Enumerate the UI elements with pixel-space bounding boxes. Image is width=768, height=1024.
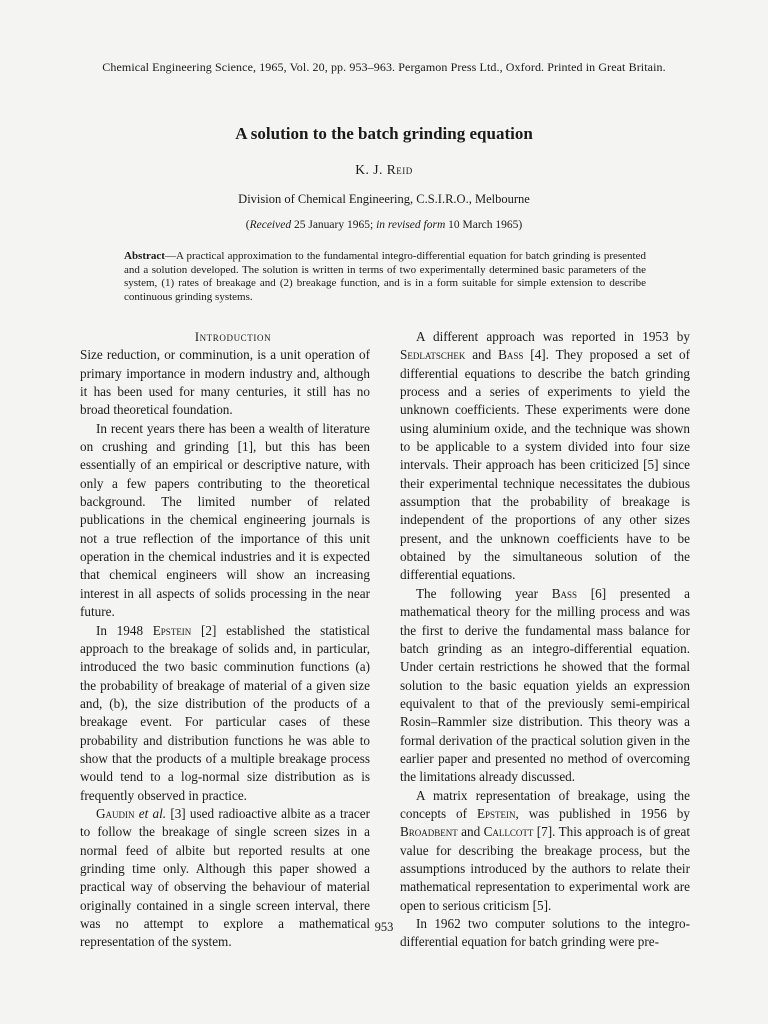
paragraph-text: , was published in 1956 by bbox=[515, 805, 690, 821]
revised-date: 10 March 1965) bbox=[445, 219, 523, 231]
paragraph-text: [3] used radioactive albite as a tracer to follow the breakage of single screen sizes in a normal feed of albite but reported results at one grinding time only. Although this paper showed a practical way of observing the behaviour of material originally contained in a single screen interval, there was no attempt to explore a mathematical representation of the system. bbox=[80, 805, 370, 950]
abstract-text: —A practical approximation to the fundamental integro-differential equation for batch grinding is presented and a solution developed. The solution is written in terms of two experimentally determined basic parameters of the system, (1) rates of breakage and (2) breakage function, and is in a form suitable for simple extension to describe continuous grinding systems. bbox=[124, 250, 646, 303]
abstract-label: Abstract bbox=[124, 250, 165, 262]
cited-author: Callcott bbox=[483, 824, 534, 840]
cited-author: Epstein bbox=[476, 805, 516, 821]
paragraph bbox=[400, 328, 690, 585]
paragraph-text: and bbox=[457, 824, 484, 840]
paragraph bbox=[80, 622, 370, 805]
cited-author: Sedlatschek bbox=[400, 347, 466, 363]
right-column bbox=[400, 328, 690, 952]
paragraph bbox=[400, 787, 690, 915]
paragraph-text: In recent years there has been a wealth of literature on crushing and grinding [1], but this has been essentially of an empirical or descriptive nature, with only a few papers contributing to the theoretical background. The limited number of related publications in the chemical engineering journals is not a true reflection of the importance of this unit operation in the chemical industries and it is expected that chemical engineers will show an increasing interest in all aspects of solids processing in the near future. bbox=[80, 420, 370, 620]
cited-author: Bass bbox=[498, 347, 524, 363]
paragraph-text: [4]. They proposed a set of differential equations to describe the batch grinding process and a series of experiments to yield the unknown coefficients. These experiments were done using aluminium oxide, and the technique was shown to be applicable to a system divided into four size intervals. Their approach has been criticized [5] since their experimental technique necessitates the dubious assumption that the probability of breakage is independent of the proportions of any other sizes present, and the unknown coefficients have to be obtained by the simultaneous solution of the differential equations. bbox=[400, 347, 690, 583]
received-label: Received bbox=[249, 219, 292, 231]
section-heading-introduction: Introduction bbox=[194, 330, 272, 344]
journal-citation: Chemical Engineering Science, 1965, Vol. 20, pp. 953–963. Pergamon Press Ltd., Oxford. Printed in Great Britain. bbox=[102, 60, 666, 74]
article-title: A solution to the batch grinding equation bbox=[235, 124, 533, 143]
paragraph bbox=[400, 585, 690, 787]
paragraph-text: In 1962 two computer solutions to the integro-differential equation for batch grinding were pre- bbox=[400, 916, 690, 950]
et-al: et al. bbox=[134, 805, 167, 821]
abstract bbox=[124, 250, 646, 304]
paragraph-text: [6] presented a mathematical theory for the milling process and was the first to derive the fundamental mass balance for batch grinding as an integro-differential equation. Under certain restrictions he showed that the formal solution to the basic equation yields an expression equivalent to that of the previously semi-empirical Rosin–Rammler size distribution. This theory was a formal derivation of the practical solution given in the earlier paper and presented no method of overcoming the limitations already discussed. bbox=[400, 585, 690, 785]
paragraph-text: In 1948 bbox=[96, 622, 153, 638]
author-name: K. J. Reid bbox=[355, 162, 413, 177]
paragraph-text: The following year bbox=[416, 585, 552, 601]
paragraph-text: A different approach was reported in 1953 by bbox=[416, 329, 690, 344]
received-dates bbox=[0, 219, 768, 231]
cited-author: Gaudin bbox=[96, 805, 135, 821]
cited-author: Broadbent bbox=[400, 824, 458, 840]
cited-author: Bass bbox=[551, 585, 578, 601]
paragraph-text: [2] established the statistical approach to the breakage of solids and, in particular, introduced the two basic comminution functions (a) the probability of breakage of material of a given size and, (b), the size distribution of the products of a breakage event. For particular cases of these probability and distribution functions he was able to show that the products of a multiple breakage process would tend to a log-normal size distribution as is frequently observed in practice. bbox=[80, 622, 370, 803]
paragraph-text: and bbox=[465, 347, 499, 363]
left-column bbox=[80, 328, 370, 952]
paragraph-text: Size reduction, or comminution, is a unit operation of primary importance in modern industry and, although it has been used for many centuries, it still has no broad theoretical foundation. bbox=[80, 347, 370, 418]
paragraph bbox=[80, 346, 370, 419]
received-open: ( bbox=[245, 219, 250, 231]
revised-label: in revised form bbox=[376, 219, 446, 231]
paragraph-text: A matrix representation of breakage, using the concepts of bbox=[400, 787, 690, 821]
cited-author: Epstein bbox=[152, 622, 192, 638]
author-affiliation: Division of Chemical Engineering, C.S.I.R.O., Melbourne bbox=[238, 192, 530, 206]
received-date: 25 January 1965; bbox=[291, 219, 377, 231]
paragraph-text: [7]. This approach is of great value for describing the breakage process, but the assumptions introduced by the authors to relate their mathematical representation to experimental work are open to serious criticism [5]. bbox=[400, 824, 690, 913]
page-number: 953 bbox=[374, 920, 394, 934]
paragraph bbox=[80, 420, 370, 622]
